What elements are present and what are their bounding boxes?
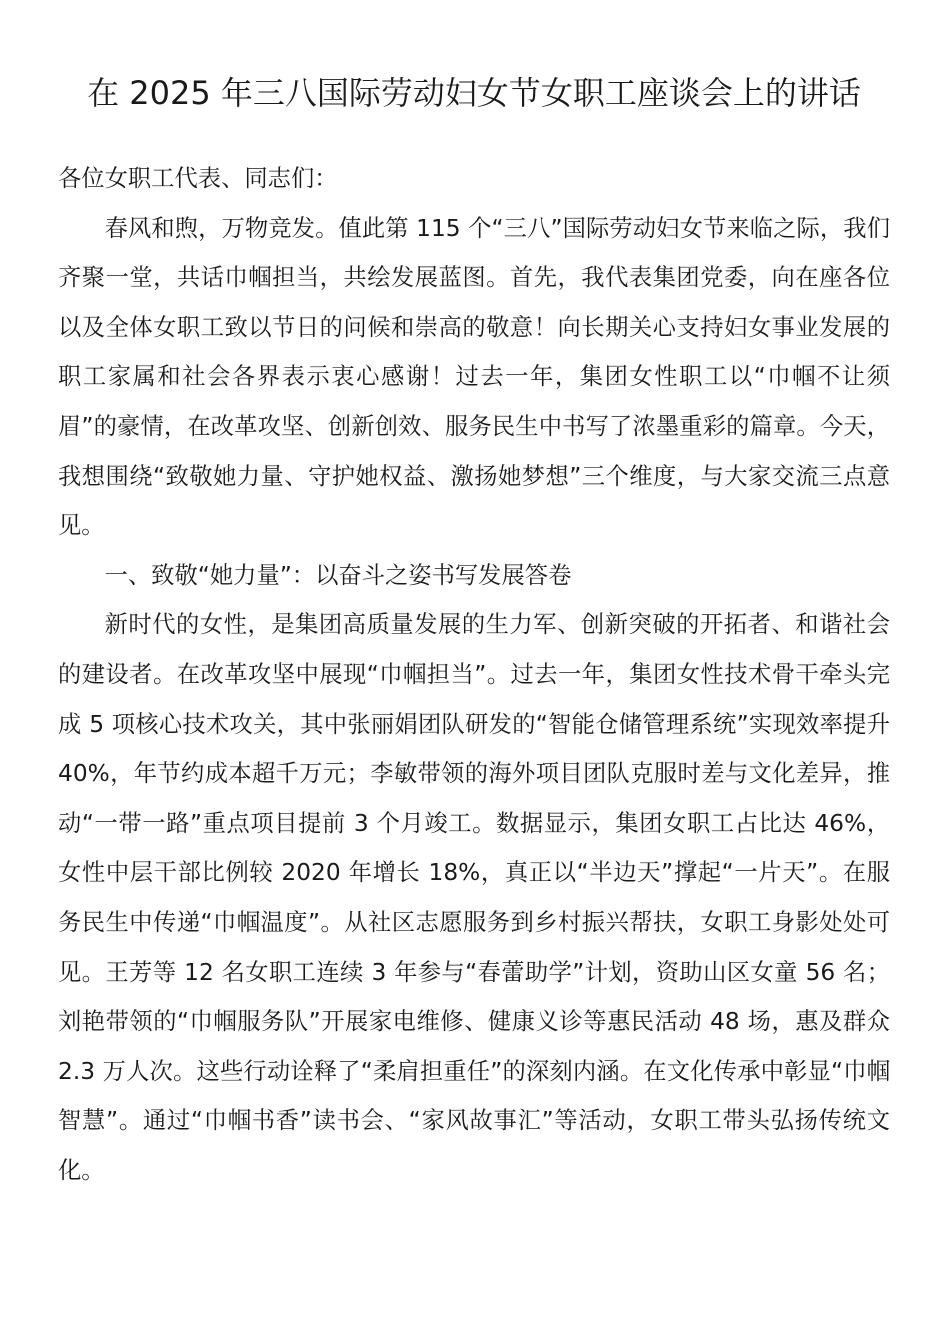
page-title: 在 2025 年三八国际劳动妇女节女职工座谈会上的讲话 — [87, 74, 861, 112]
paragraph: 新时代的女性，是集团高质量发展的生力军、创新突破的开拓者、和谐社会的建设者。在改革攻坚中展现“巾帼担当”。过去一年，集团女性技术骨干牵头完成 5 项核心技术攻关，其中张丽娟团队研发的“智能仓储管理系统”实现效率提升 40%，年节约成本超千万元；李敏带领的海外项目团队克服时差与文化差异，推动“一带一路”重点项目提前 3 个月竣工。数据显示，集团女职工占比达 46%，女性中层干部比例较 2020 年增长 18%，真正以“半边天”撑起“一片天”。在服务民生中传递“巾帼温度”。从社区志愿服务到乡村振兴帮扶，女职工身影处处可见。王芳等 12 名女职工连续 3 年参与“春蕾助学”计划，资助山区女童 56 名；刘艳带领的“巾帼服务队”开展家电维修、健康义诊等惠民活动 48 场，惠及群众 2.3 万人次。这些行动诠释了“柔肩担重任”的深刻内涵。在文化传承中彰显“巾帼智慧”。通过“巾帼书香”读书会、“家风故事汇”等活动，女职工带头弘扬传统文化。 — [58, 611, 890, 1184]
salutation: 各位女职工代表、同志们： — [58, 165, 338, 192]
section-heading: 一、致敬“她力量”：以奋斗之姿书写发展答卷 — [104, 561, 572, 589]
document-body — [58, 154, 890, 1195]
paragraph: 春风和煦，万物竞发。值此第 115 个“三八”国际劳动妇女节来临之际，我们齐聚一堂，共话巾帼担当，共绘发展蓝图。首先，我代表集团党委，向在座各位以及全体女职工致以节日的问候和崇高的敬意！向长期关心支持妇女事业发展的职工家属和社会各界表示衷心感谢！过去一年，集团女性职工以“巾帼不让须眉”的豪情，在改革攻坚、创新创效、服务民生中书写了浓墨重彩的篇章。今天，我想围绕“致敬她力量、守护她权益、激扬她梦想”三个维度，与大家交流三点意见。 — [58, 214, 890, 540]
